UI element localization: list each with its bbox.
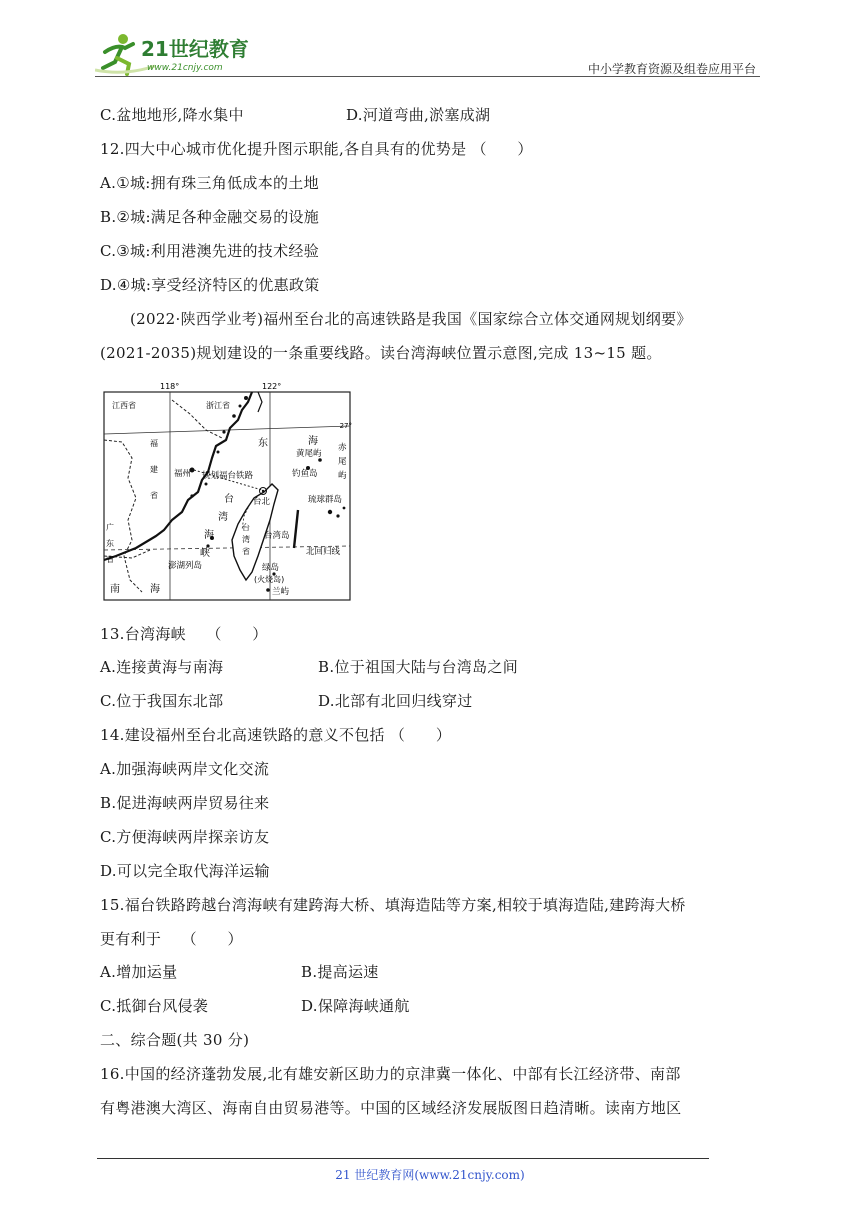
label-ryukyu: 琉球群岛 [308,495,343,505]
label-hai: 海 [204,530,214,541]
taiwan-strait-map [102,380,356,604]
lat-27-label: 27° [339,422,352,430]
q12-option-a: A.①城:拥有珠三角低成本的土地 [100,174,319,192]
q13-option-a: A.连接黄海与南海 [100,658,224,676]
label-yu: 屿 [338,471,347,481]
label-taiwan-tai: 台 [242,523,250,532]
q14-option-c: C.方便海峡两岸探亲访友 [100,828,270,846]
label-tai: 台 [224,494,234,505]
intro-line-1: (2022·陕西学业考)福州至台北的高速铁路是我国《国家综合立体交通网规划纲要》 [130,310,692,328]
q13-stem: 13.台湾海峡 （ ） [100,625,268,643]
label-huangwei: 黄尾屿 [296,449,322,459]
label-guang: 广 [106,523,114,532]
q15-option-c: C.抵御台风侵袭 [100,997,209,1015]
label-south-nan: 南 [110,584,120,595]
q15-stem-line-2: 更有利于 （ ） [100,930,243,948]
label-tropic: 北回归线 [306,547,341,557]
label-taibei: 台北 [253,497,271,507]
q13-option-d: D.北部有北回归线穿过 [318,692,473,710]
label-east-dong: 东 [258,438,268,449]
label-wei: 尾 [338,457,347,467]
label-taiwan-island: 台湾岛 [264,531,290,541]
footer-text: 21 世纪教育网(www.21cnjy.com) [335,1168,525,1182]
q11-option-c: C.盆地地形,降水集中 [100,106,244,124]
label-jiangxi: 江西省 [112,401,136,410]
q15-option-a: A.增加运量 [100,963,178,981]
label-east-hai: 海 [308,436,318,447]
label-taiwan-wan: 湾 [242,535,250,544]
label-zhejiang: 浙江省 [206,401,230,410]
logo-url: www.21cnjy.com [147,63,223,73]
label-chi: 赤 [338,443,347,453]
lon-122-label: 122° [262,382,282,391]
q12-option-b: B.②城:满足各种金融交易的设施 [100,208,320,226]
label-taiwan-sheng: 省 [242,547,250,556]
logo-text: 21世纪教育 [141,37,249,61]
label-huoshao: (火烧岛) [254,575,285,584]
header-divider [95,76,760,77]
footer-divider [97,1158,709,1159]
lon-118-label: 118° [160,382,180,391]
label-diaoyu: 钓鱼岛 [292,469,318,479]
label-south-hai: 海 [150,584,160,595]
q13-option-c: C.位于我国东北部 [100,692,224,710]
q15-option-d: D.保障海峡通航 [301,997,410,1015]
q14-stem: 14.建设福州至台北高速铁路的意义不包括 （ ） [100,726,452,744]
page-header [95,30,760,80]
q12-stem: 12.四大中心城市优化提升图示职能,各自具有的优势是 （ ） [100,140,533,158]
q13-option-b: B.位于祖国大陆与台湾岛之间 [318,658,518,676]
q12-option-d: D.④城:享受经济特区的优惠政策 [100,276,320,294]
q14-option-d: D.可以完全取代海洋运输 [100,862,270,880]
label-penghu: 澎湖列岛 [168,561,203,571]
q12-option-c: C.③城:利用港澳先进的技术经验 [100,242,320,260]
q15-stem-line-1: 15.福台铁路跨越台湾海峡有建跨海大桥、填海造陆等方案,相较于填海造陆,建跨海大桥 [100,896,686,914]
label-xia: 峡 [200,548,210,559]
label-fu: 福 [150,439,158,448]
q14-option-b: B.促进海峡两岸贸易往来 [100,794,270,812]
label-dong: 东 [106,539,114,548]
q16-line-2: 有粤港澳大湾区、海南自由贸易港等。中国的区域经济发展版图日趋清晰。读南方地区 [100,1099,682,1117]
site-logo [95,30,265,78]
label-jian: 建 [150,465,158,474]
platform-name: 中小学教育资源及组卷应用平台 [587,62,756,76]
label-lanyu: 兰屿 [272,587,290,597]
label-lvdao: 绿岛 [262,563,280,573]
label-railway: 规划福台铁路 [202,471,254,481]
label-wan: 湾 [218,512,228,523]
q11-option-d: D.河道弯曲,淤塞成湖 [346,106,491,124]
label-fuzhou: 福州 [174,469,192,479]
label-sheng-gd: 省 [106,555,114,564]
q16-line-1: 16.中国的经济蓬勃发展,北有雄安新区助力的京津冀一体化、中部有长江经济带、南部 [100,1065,681,1083]
section-2-heading: 二、综合题(共 30 分) [100,1031,250,1049]
q14-option-a: A.加强海峡两岸文化交流 [100,760,270,778]
label-sheng: 省 [150,491,158,500]
q15-option-b: B.提高运速 [301,963,379,981]
intro-line-2: (2021-2035)规划建设的一条重要线路。读台湾海峡位置示意图,完成 13~15 题。 [100,344,662,362]
